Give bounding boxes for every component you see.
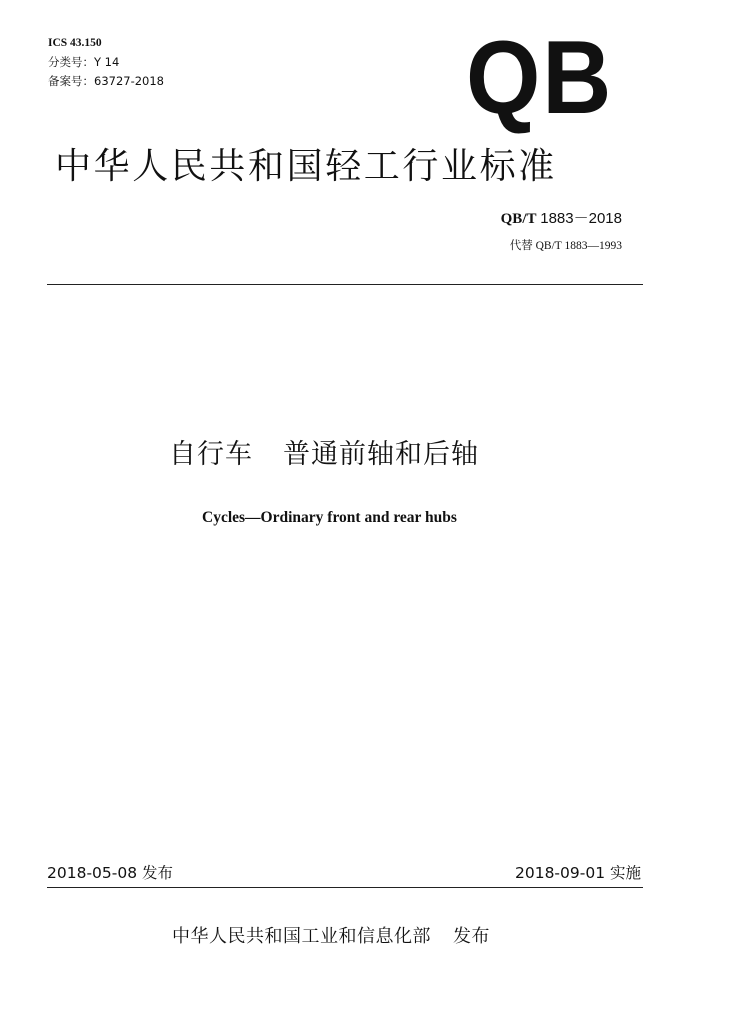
bottom-divider bbox=[47, 887, 643, 888]
record-number: 备案号：63727-2018 bbox=[48, 74, 164, 88]
publisher bbox=[172, 922, 490, 948]
classification-number: 分类号：Y 14 bbox=[48, 55, 120, 69]
title-cn-part1: 自行车 bbox=[169, 439, 253, 470]
standard-code: QB/T bbox=[500, 211, 537, 227]
qb-logo: QB bbox=[466, 20, 614, 136]
standard-year: 1883－2018 bbox=[540, 210, 622, 227]
title-cn-part2: 普通前轴和后轴 bbox=[283, 439, 479, 470]
issue-date: 2018-05-08 发布 bbox=[47, 864, 174, 882]
implementation-date: 2018-09-01 实施 bbox=[514, 864, 641, 882]
publisher-action: 发布 bbox=[453, 926, 490, 947]
organization-title: 中华人民共和国轻工行业标准 bbox=[55, 146, 557, 187]
standard-number bbox=[501, 207, 622, 228]
metadata-block bbox=[48, 34, 164, 91]
top-divider bbox=[47, 284, 643, 285]
document-title-cn bbox=[169, 432, 479, 471]
publisher-name: 中华人民共和国工业和信息化部 bbox=[172, 926, 431, 947]
ics-code: ICS 43.150 bbox=[48, 37, 102, 49]
replaces-standard: 代替 QB/T 1883—1993 bbox=[509, 240, 622, 252]
document-title-en: Cycles—Ordinary front and rear hubs bbox=[202, 509, 457, 526]
